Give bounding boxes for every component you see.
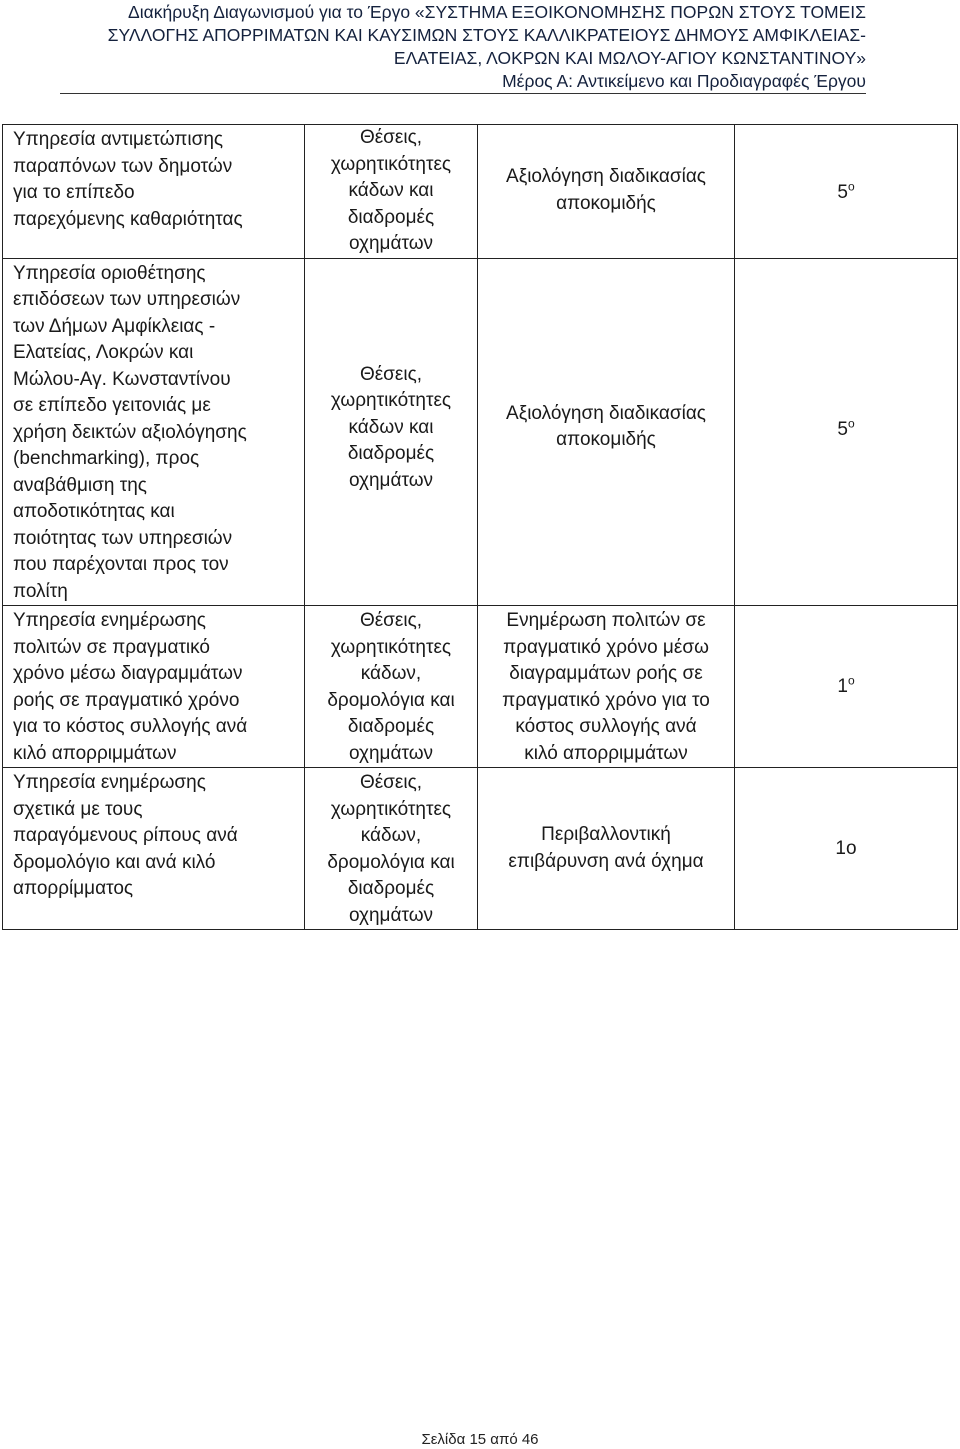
data-text: Θέσεις, χωρητικότητες κάδων, δρομολόγια και διαδρομές οχημάτων	[327, 772, 455, 926]
header-subtitle: Μέρος Α: Αντικείμενο και Προδιαγραφές Έργου	[502, 71, 866, 91]
output-text: Ενημέρωση πολιτών σε πραγματικό χρόνο μέσω διαγραμμάτων ροής σε πραγματικό χρόνο για το κόστος συλλογής ανά κιλό απορριμμάτων	[502, 610, 710, 764]
header-divider	[60, 93, 866, 94]
data-cell	[305, 606, 478, 768]
rank-number: 5	[837, 418, 848, 440]
service-text: Υπηρεσία ενημέρωσης σχετικά με τους παραγόμενους ρίπους ανά δρομολόγιο και ανά κιλό απορρίμματος	[13, 772, 238, 899]
table-row	[3, 768, 958, 930]
rank-number: 1	[837, 676, 848, 697]
service-cell	[3, 258, 305, 606]
data-cell	[305, 125, 478, 259]
output-cell	[478, 258, 735, 606]
services-table	[2, 124, 958, 930]
data-cell	[305, 258, 478, 606]
output-cell	[478, 125, 735, 259]
header-line: Διακήρυξη Διαγωνισμού για το Έργο «ΣΥΣΤΗΜΑ ΕΞΟΙΚΟΝΟΜΗΣΗΣ ΠΟΡΩΝ ΣΤΟΥΣ ΤΟΜΕΙΣ	[128, 2, 866, 22]
header-line: ΣΥΛΛΟΓΗΣ ΑΠΟΡΡΙΜΑΤΩΝ ΚΑΙ ΚΑΥΣΙΜΩΝ ΣΤΟΥΣ ΚΑΛΛΙΚΡΑΤΕΙΟΥΣ ΔΗΜΟΥΣ ΑΜΦΙΚΛΕΙΑΣ-	[107, 25, 866, 45]
output-text: Περιβαλλοντική επιβάρυνση ανά όχημα	[508, 824, 704, 872]
service-cell	[3, 125, 305, 259]
header-line: ΕΛΑΤΕΙΑΣ, ΛΟΚΡΩΝ ΚΑΙ ΜΩΛΟΥ-ΑΓΙΟΥ ΚΩΝΣΤΑΝΤΙΝΟΥ»	[393, 48, 866, 68]
service-cell	[3, 606, 305, 768]
service-cell	[3, 768, 305, 930]
service-text: Υπηρεσία οριοθέτησης επιδόσεων των υπηρεσιών των Δήμων Αμφίκλειας - Ελατείας, Λοκρών και Μώλου-Αγ. Κωνσταντίνου σε επίπεδο γειτονιάς με χρήση δεικτών αξιολόγησης (benchmarking), προς αναβάθμιση της αποδοτικότητας και ποιότητας των υπηρεσιών που παρέχονται προς τον πολίτη	[13, 262, 247, 602]
service-text: Υπηρεσία αντιμετώπισης παραπόνων των δημοτών για το επίπεδο παρεχόμενης καθαριότητας	[13, 129, 243, 230]
rank	[735, 259, 957, 444]
rank	[735, 125, 957, 207]
rank-cell	[735, 258, 958, 606]
rank-cell	[735, 768, 958, 930]
data-text: Θέσεις, χωρητικότητες κάδων και διαδρομές οχημάτων	[330, 127, 452, 254]
rank-suffix: ο	[847, 416, 855, 431]
rank	[735, 768, 957, 863]
rank-number: 5	[837, 182, 848, 203]
service-text: Υπηρεσία ενημέρωσης πολιτών σε πραγματικό χρόνο μέσω διαγραμμάτων ροής σε πραγματικό χρόνο για το κόστος συλλογής ανά κιλό απορριμμάτων	[13, 610, 248, 764]
page-number: Σελίδα 15 από 46	[421, 1431, 539, 1448]
data-text: Θέσεις, χωρητικότητες κάδων και διαδρομές οχημάτων	[330, 363, 452, 491]
output-cell	[478, 606, 735, 768]
output-cell	[478, 768, 735, 930]
rank-cell	[735, 125, 958, 259]
rank-cell	[735, 606, 958, 768]
output-text: Αξιολόγηση διαδικασίας αποκομιδής	[506, 402, 706, 450]
table-row	[3, 606, 958, 768]
document-header	[60, 0, 866, 93]
table-row	[3, 258, 958, 606]
output-text: Αξιολόγηση διαδικασίας αποκομιδής	[506, 166, 706, 214]
rank-suffix: ο	[847, 673, 855, 688]
table-row	[3, 125, 958, 259]
rank	[735, 606, 957, 701]
data-cell	[305, 768, 478, 930]
rank-suffix: ο	[847, 179, 855, 194]
rank-number: 1ο	[835, 838, 857, 859]
data-text: Θέσεις, χωρητικότητες κάδων, δρομολόγια και διαδρομές οχημάτων	[327, 610, 455, 764]
